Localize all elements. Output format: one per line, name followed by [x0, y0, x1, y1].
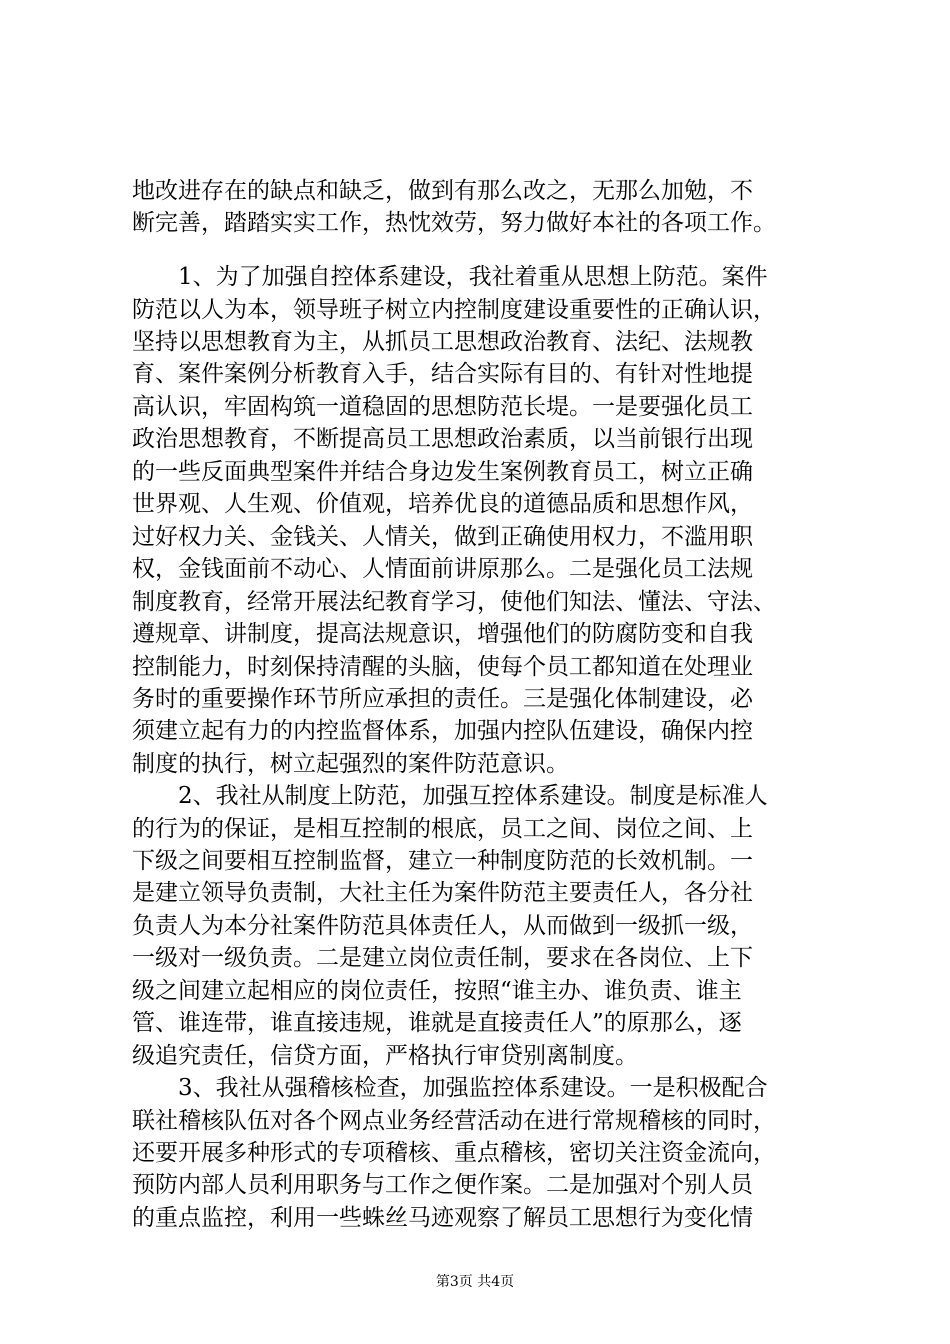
text-line: 世界观、人生观、价值观，培养优良的道德品质和思想作风，: [132, 491, 753, 517]
text-line: 预防内部人员利用职务与工作之便作案。二是加强对个别人员: [132, 1172, 753, 1198]
text-line: 地改进存在的缺点和缺乏，做到有那么改之，无那么加勉，不: [132, 178, 753, 204]
text-line: 的一些反面典型案件并结合身边发生案例教育员工，树立正确: [132, 459, 753, 485]
text-line: 制度的执行，树立起强烈的案件防范意识。: [132, 751, 569, 777]
text-line: 级追究责任，信贷方面，严格执行审贷别离制度。: [132, 1043, 638, 1069]
text-line: 联社稽核队伍对各个网点业务经营活动在进行常规稽核的同时，: [132, 1108, 776, 1134]
text-line: 过好权力关、金钱关、人情关，做到正确使用权力，不滥用职: [132, 524, 753, 550]
text-line: 下级之间要相互控制监督，建立一种制度防范的长效机制。一: [132, 848, 753, 874]
text-line: 防范以人为本，领导班子树立内控制度建设重要性的正确认识，: [132, 297, 776, 323]
paragraph-3-start: 3、我社从强稽核检查，加强监控体系建设。一是积极配合: [178, 1075, 768, 1101]
text-line: 高认识，牢固构筑一道稳固的思想防范长堤。一是要强化员工: [132, 394, 753, 420]
text-line: 政治思想教育，不断提高员工思想政治素质，以当前银行出现: [132, 426, 753, 452]
text-line: 制度教育，经常开展法纪教育学习，使他们知法、懂法、守法、: [132, 589, 776, 615]
text-line: 负责人为本分社案件防范具体责任人，从而做到一级抓一级，: [132, 913, 753, 939]
text-line: 的重点监控，利用一些蛛丝马迹观察了解员工思想行为变化情: [132, 1205, 753, 1231]
text-line: 断完善，踏踏实实工作，热忱效劳，努力做好本社的各项工作。: [132, 210, 776, 236]
text-line: 权，金钱面前不动心、人情面前讲原那么。二是强化员工法规: [132, 556, 753, 582]
text-line: 务时的重要操作环节所应承担的责任。三是强化体制建设，必: [132, 686, 753, 712]
paragraph-2-start: 2、我社从制度上防范，加强互控体系建设。制度是标准人: [178, 783, 768, 809]
text-line: 级之间建立起相应的岗位责任，按照“谁主办、谁负责、谁主: [132, 978, 742, 1004]
page-number-footer: 第3页 共4页: [435, 1274, 515, 1290]
text-line: 遵规章、讲制度，提高法规意识，增强他们的防腐防变和自我: [132, 621, 753, 647]
text-line: 的行为的保证，是相互控制的根底，员工之间、岗位之间、上: [132, 816, 753, 842]
paragraph-1-start: 1、为了加强自控体系建设，我社着重从思想上防范。案件: [178, 264, 768, 290]
text-line: 须建立起有力的内控监督体系，加强内控队伍建设，确保内控: [132, 718, 753, 744]
text-line: 控制能力，时刻保持清醒的头脑，使每个员工都知道在处理业: [132, 654, 753, 680]
text-line: 一级对一级负责。二是建立岗位责任制，要求在各岗位、上下: [132, 945, 753, 971]
text-line: 还要开展多种形式的专项稽核、重点稽核，密切关注资金流向，: [132, 1140, 776, 1166]
text-line: 管、谁连带，谁直接违规，谁就是直接责任人”的原那么，逐: [132, 1010, 742, 1036]
text-line: 坚持以思想教育为主，从抓员工思想政治教育、法纪、法规教: [132, 329, 753, 355]
text-line: 育、案件案例分析教育入手，结合实际有目的、有针对性地提: [132, 361, 753, 387]
text-line: 是建立领导负责制，大社主任为案件防范主要责任人，各分社: [132, 880, 753, 906]
